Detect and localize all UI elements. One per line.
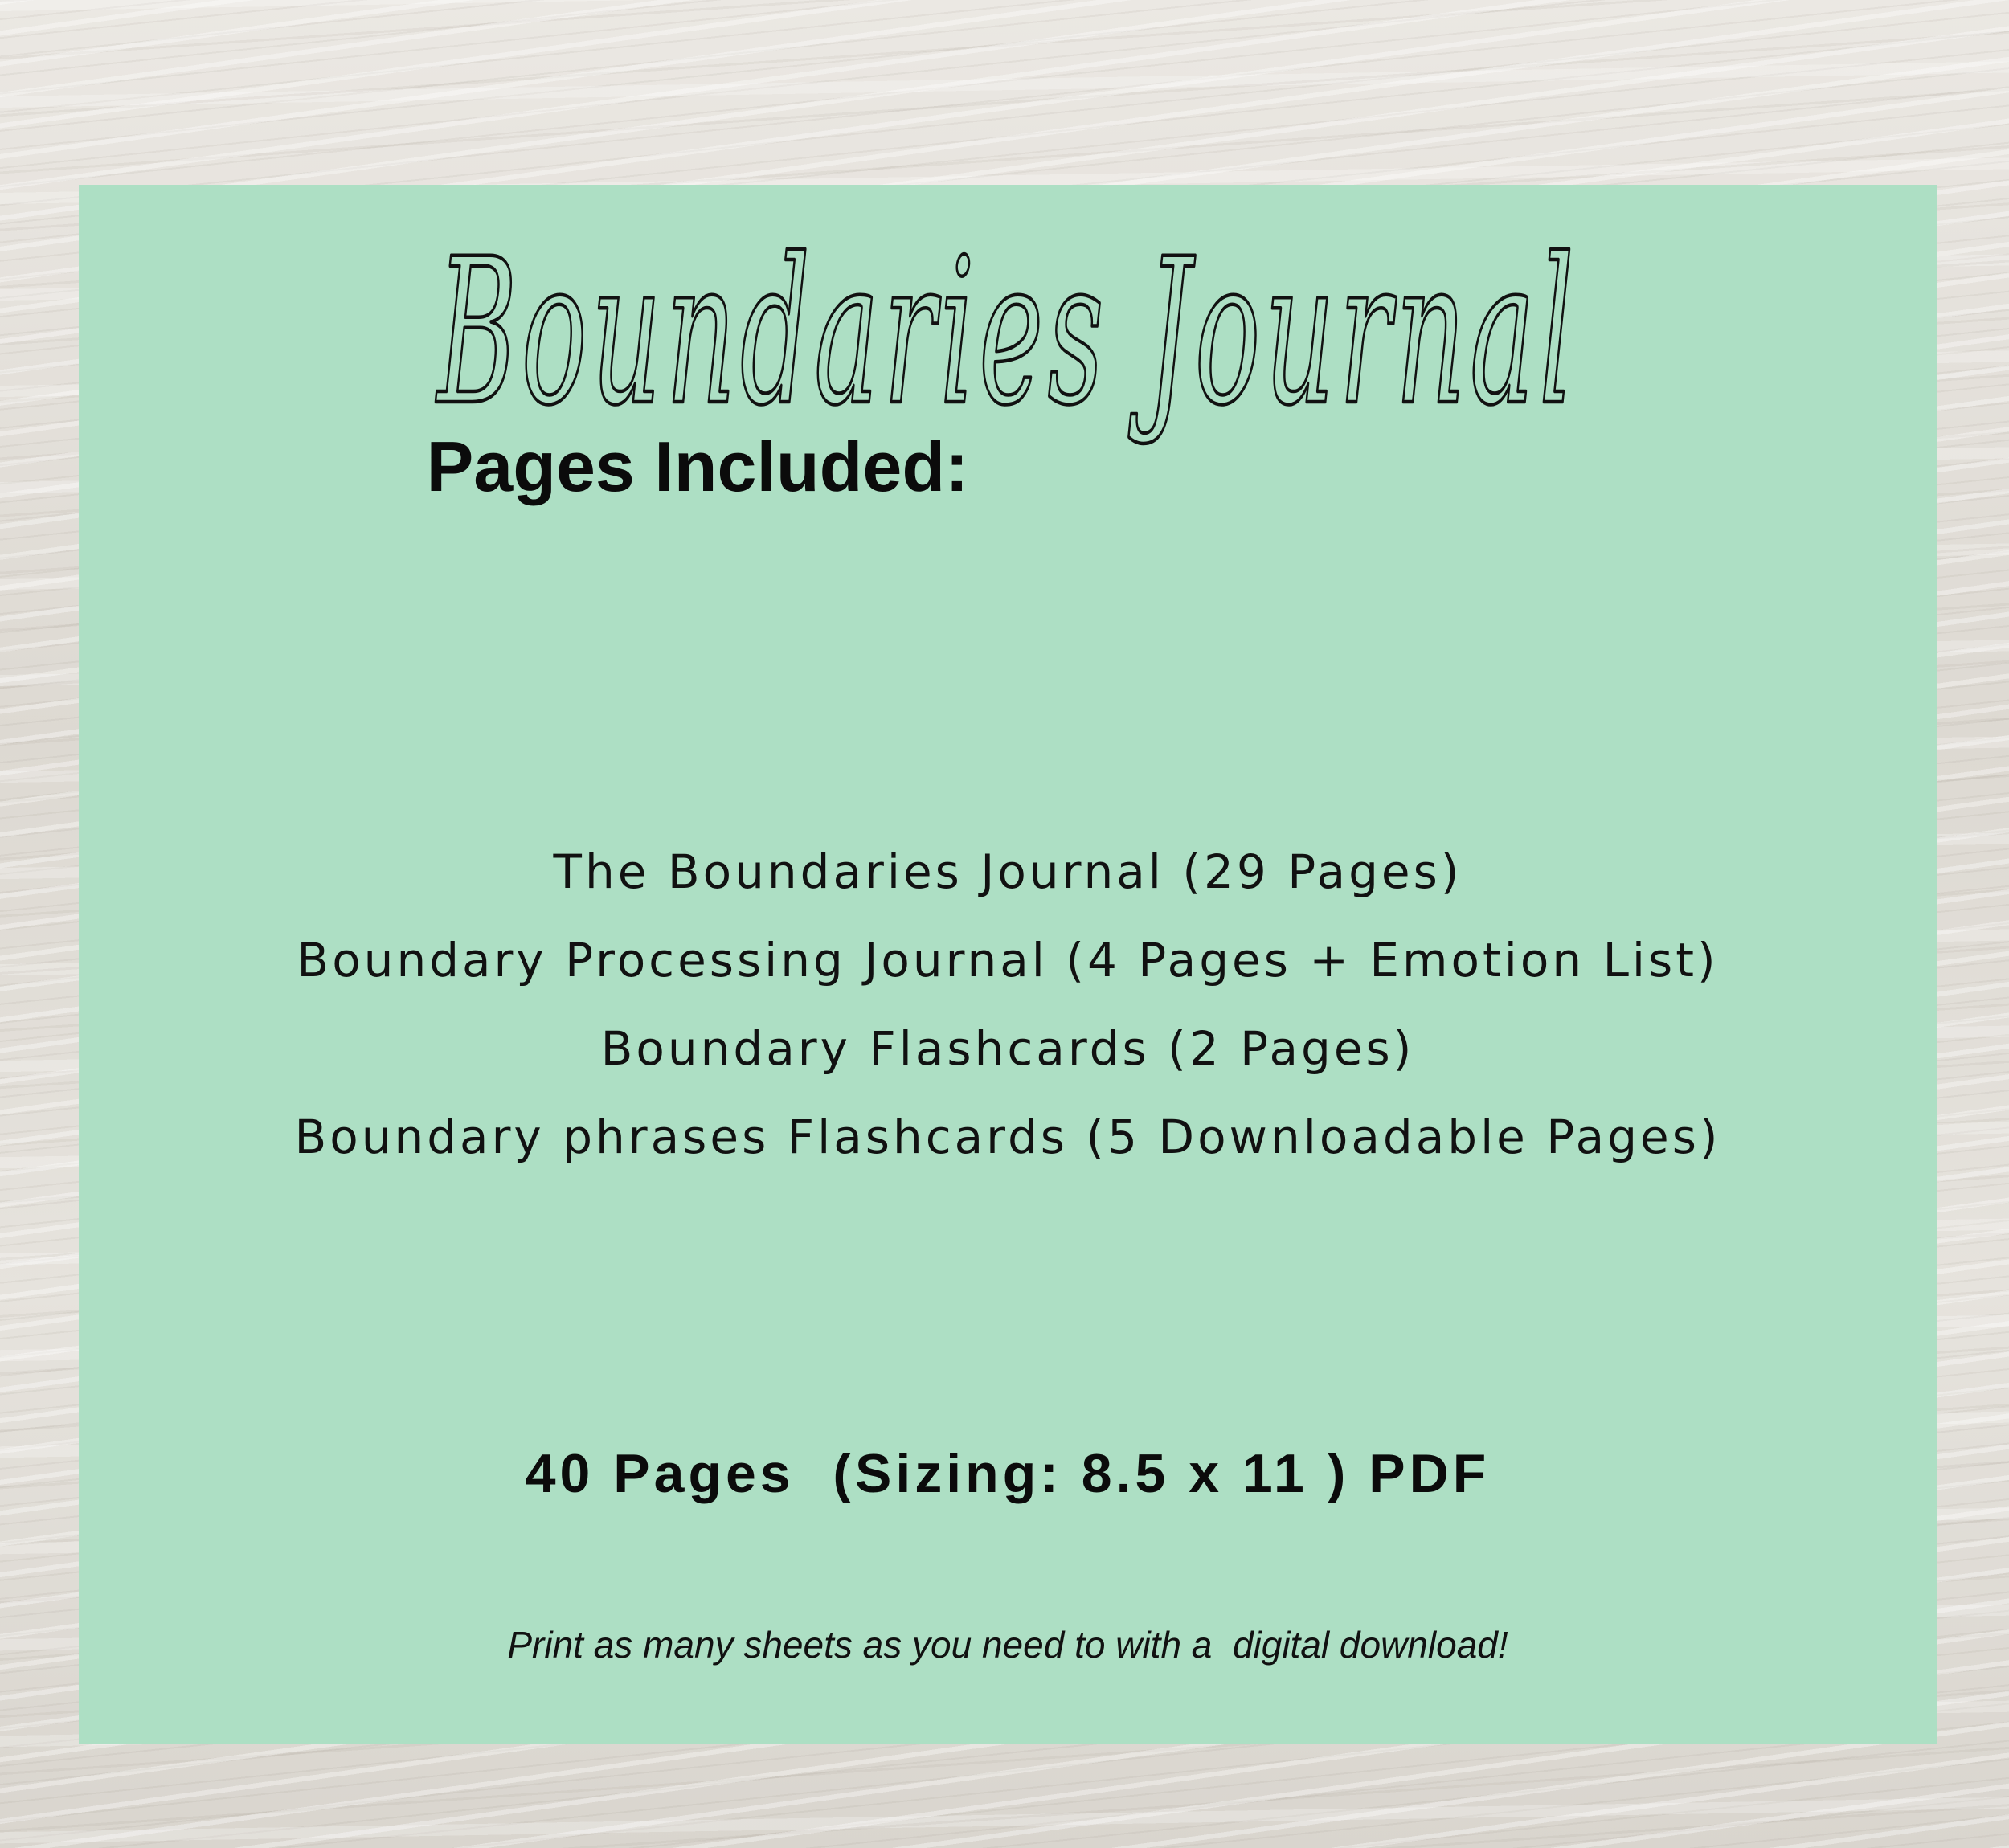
print-note: Print as many sheets as you need to with a digital download!	[507, 1624, 1508, 1666]
title-text: Boundaries Journal	[435, 215, 1578, 449]
list-item: Boundary Flashcards (2 Pages)	[600, 1021, 1415, 1076]
list-item: Boundary Processing Journal (4 Pages + Emotion List)	[297, 933, 1719, 987]
list-item: The Boundaries Journal (29 Pages)	[553, 844, 1463, 899]
included-pages-list	[79, 828, 1937, 1181]
product-panel	[79, 185, 1937, 1744]
pages-included-heading: Pages Included:	[426, 427, 969, 506]
list-item: Boundary phrases Flashcards (5 Downloadable Pages)	[294, 1110, 1721, 1164]
page-count-spec: 40 Pages (Sizing: 8.5 x 11 ) PDF	[525, 1443, 1491, 1504]
